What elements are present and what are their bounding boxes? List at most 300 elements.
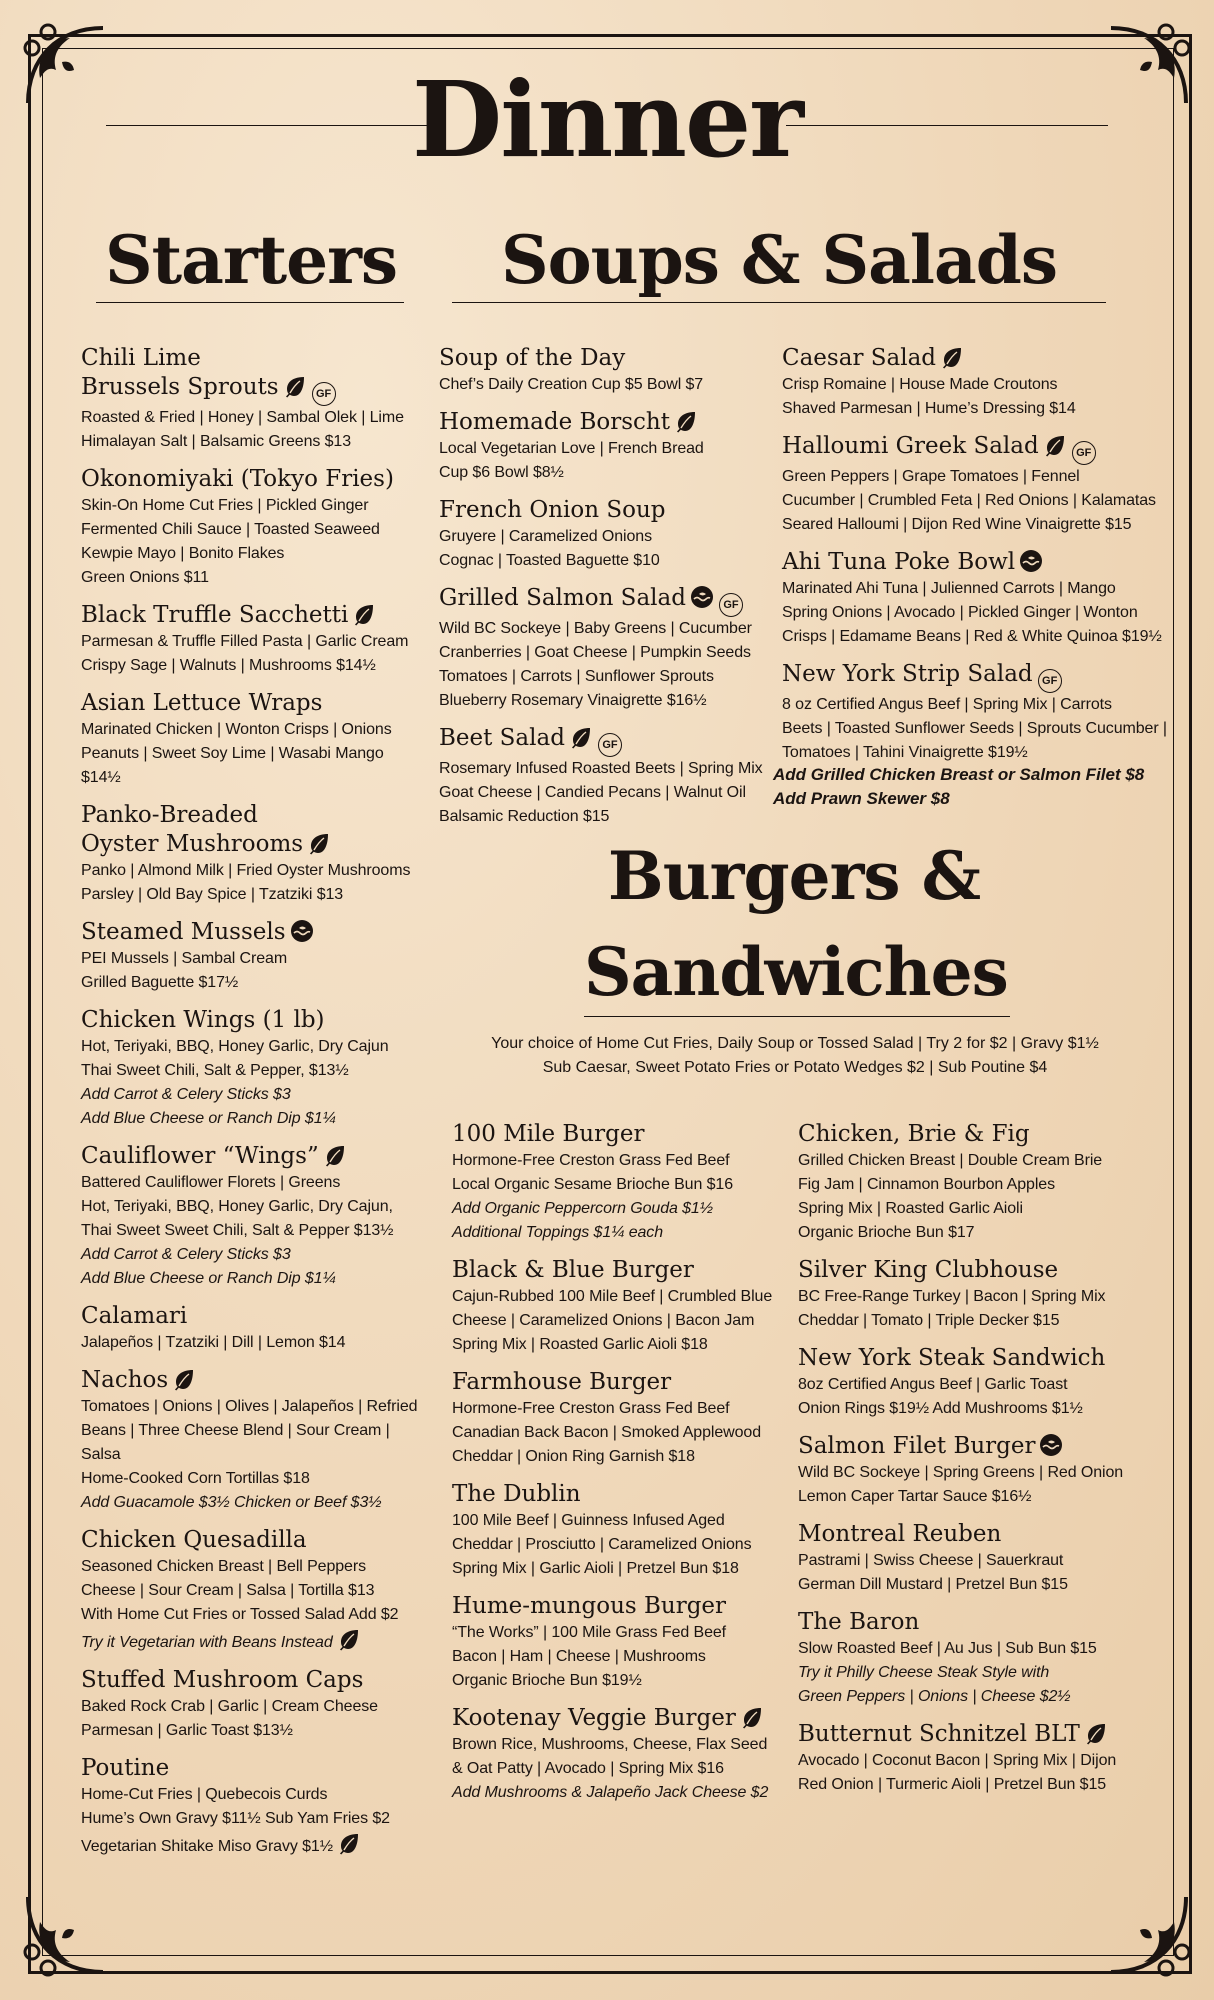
menu-item-name	[81, 344, 421, 406]
description-text: Hume’s Own Gravy $11½ Sub Yam Fries $2	[81, 1810, 390, 1827]
menu-item-description	[798, 1373, 1148, 1421]
description-line	[798, 1373, 1148, 1397]
menu-item	[439, 496, 769, 573]
menu-item	[452, 1256, 782, 1357]
menu-item-description	[452, 1509, 782, 1581]
heading-starters: Starters	[104, 221, 398, 299]
description-line	[81, 1035, 421, 1059]
description-text: German Dill Mustard | Pretzel Bun $15	[798, 1576, 1068, 1593]
menu-item-name-line: Soup of the Day	[439, 345, 626, 371]
description-line	[81, 1719, 421, 1743]
description-line	[452, 1421, 782, 1445]
description-line	[782, 741, 1172, 765]
menu-item-description	[81, 406, 421, 454]
description-line	[798, 1485, 1148, 1509]
menu-item-name-line: Ahi Tuna Poke Bowl	[782, 549, 1016, 575]
description-line	[81, 1467, 421, 1491]
description-line	[452, 1757, 782, 1781]
description-text: Organic Brioche Bun $17	[798, 1224, 975, 1241]
menu-item-name	[798, 1344, 1148, 1373]
description-text: Tomatoes | Carrots | Sunflower Sprouts	[439, 668, 714, 685]
menu-item-name	[81, 1302, 421, 1331]
description-line	[439, 373, 769, 397]
menu-item-name-line: New York Strip Salad	[782, 661, 1033, 687]
seafood-wise-icon	[290, 919, 314, 943]
menu-item-name-line: Hume-mungous Burger	[452, 1593, 727, 1619]
description-text: Cheese | Caramelized Onions | Bacon Jam	[452, 1312, 755, 1329]
menu-item-name-line: Chicken, Brie & Fig	[798, 1121, 1030, 1147]
description-text: Battered Cauliflower Florets | Greens	[81, 1174, 341, 1191]
menu-item	[439, 344, 769, 397]
description-line	[452, 1309, 782, 1333]
menu-item	[81, 918, 421, 995]
description-text: Parmesan | Garlic Toast $13½	[81, 1722, 293, 1739]
description-line	[81, 430, 421, 454]
description-line	[439, 525, 769, 549]
gluten-free-icon: GF	[1038, 669, 1062, 693]
menu-item-name-line: Halloumi Greek Salad	[782, 433, 1039, 459]
menu-item-name	[798, 1720, 1148, 1749]
salad-addon-1: Add Grilled Chicken Breast or Salmon Filet $8	[773, 765, 1145, 784]
description-line	[782, 465, 1172, 489]
description-text: Red Onion | Turmeric Aioli | Pretzel Bun $15	[798, 1776, 1107, 1793]
menu-item	[81, 689, 421, 790]
menu-item-name-line: Silver King Clubhouse	[798, 1257, 1059, 1283]
menu-item-description	[81, 1555, 421, 1655]
vegetarian-leaf-icon	[940, 345, 964, 369]
description-line	[798, 1285, 1148, 1309]
menu-item-name-line: Brussels Sprouts	[81, 374, 279, 400]
description-line	[81, 947, 421, 971]
menu-item-name-line: Farmhouse Burger	[452, 1369, 672, 1395]
menu-item-name-line: Chicken Wings (1 lb)	[81, 1007, 325, 1033]
menu-item	[81, 465, 421, 590]
description-text: Parsley | Old Bay Spice | Tzatziki $13	[81, 886, 344, 903]
description-line	[81, 1807, 421, 1831]
menu-item-name-line: Caesar Salad	[782, 345, 937, 371]
description-text: Crisps | Edamame Beans | Red & White Quinoa $19½	[782, 628, 1162, 645]
menu-item-name	[452, 1368, 782, 1397]
menu-item-name-line: Steamed Mussels	[81, 919, 286, 945]
description-text: Thai Sweet Sweet Chili, Salt & Pepper $13½	[81, 1222, 394, 1239]
description-text: Vegetarian Shitake Miso Gravy $1½	[81, 1838, 333, 1855]
description-line	[81, 1419, 421, 1467]
vegetarian-leaf-icon	[283, 374, 307, 398]
description-line	[81, 1491, 421, 1515]
menu-item-name-line: Chicken Quesadilla	[81, 1527, 307, 1553]
menu-item-name	[439, 408, 769, 437]
description-text: Slow Roasted Beef | Au Jus | Sub Bun $15	[798, 1640, 1097, 1657]
description-line	[81, 518, 421, 542]
description-text: Cognac | Toasted Baguette $10	[439, 552, 660, 569]
menu-item-description	[452, 1149, 782, 1245]
corner-flourish-icon	[1101, 1887, 1196, 1982]
description-text: Cheddar | Onion Ring Garnish $18	[452, 1448, 695, 1465]
description-text: Marinated Chicken | Wonton Crisps | Onions	[81, 721, 392, 738]
description-text: Hot, Teriyaki, BBQ, Honey Garlic, Dry Cajun	[81, 1038, 389, 1055]
description-line	[798, 1573, 1148, 1597]
menu-item-description	[439, 437, 769, 485]
description-text: Cheese | Sour Cream | Salsa | Tortilla $13	[81, 1582, 375, 1599]
menu-item	[439, 724, 769, 829]
description-text: Beets | Toasted Sunflower Seeds | Sprouts Cucumber |	[782, 720, 1167, 737]
description-text: Tomatoes | Tahini Vinaigrette $19½	[782, 744, 1028, 761]
menu-item	[798, 1608, 1148, 1709]
description-text: Beans | Three Cheese Blend | Sour Cream | Salsa	[81, 1422, 390, 1463]
menu-item-description	[81, 1395, 421, 1515]
description-text: Brown Rice, Mushrooms, Cheese, Flax Seed	[452, 1736, 768, 1753]
menu-item-name	[81, 801, 421, 859]
description-text: Goat Cheese | Candied Pecans | Walnut Oil	[439, 784, 746, 801]
menu-item-name-line: Stuffed Mushroom Caps	[81, 1667, 364, 1693]
menu-item-description	[798, 1549, 1148, 1597]
description-line	[782, 601, 1172, 625]
vegetarian-leaf-icon	[1084, 1721, 1108, 1745]
description-line	[782, 717, 1172, 741]
description-line	[439, 781, 769, 805]
description-line	[81, 630, 421, 654]
menu-item-description	[452, 1285, 782, 1357]
description-text: Pastrami | Swiss Cheese | Sauerkraut	[798, 1552, 1064, 1569]
description-line	[81, 742, 421, 790]
seafood-wise-icon	[1019, 549, 1043, 573]
burgers-list-left	[452, 1120, 782, 1816]
description-text: Jalapeños | Tzatziki | Dill | Lemon $14	[81, 1334, 346, 1351]
menu-item	[81, 1366, 421, 1515]
description-text: Grilled Baguette $17½	[81, 974, 239, 991]
description-text: Chef’s Daily Creation Cup $5 Bowl $7	[439, 376, 704, 393]
burger-sides-note	[452, 1032, 1138, 1080]
menu-item-description	[81, 1035, 421, 1131]
description-line	[81, 718, 421, 742]
menu-item-name	[782, 344, 1172, 373]
menu-item	[798, 1120, 1148, 1245]
menu-item-description	[81, 718, 421, 790]
menu-item-description	[798, 1749, 1148, 1797]
description-text: Try it Philly Cheese Steak Style with	[798, 1664, 1050, 1681]
description-line	[798, 1661, 1148, 1685]
description-text: Wild BC Sockeye | Spring Greens | Red Onion	[798, 1464, 1124, 1481]
description-text: Add Carrot & Celery Sticks $3	[81, 1246, 291, 1263]
gluten-free-icon: GF	[598, 733, 622, 757]
description-text: Add Blue Cheese or Ranch Dip $1¼	[81, 1110, 336, 1127]
description-line	[798, 1773, 1148, 1797]
menu-item-name	[452, 1480, 782, 1509]
description-text: Balsamic Reduction $15	[439, 808, 610, 825]
menu-item-name-line: French Onion Soup	[439, 497, 666, 523]
description-text: Try it Vegetarian with Beans Instead	[81, 1634, 333, 1651]
menu-item-name-line: 100 Mile Burger	[452, 1121, 645, 1147]
menu-item-name-line: Nachos	[81, 1367, 169, 1393]
menu-item	[81, 1526, 421, 1655]
description-text: Himalayan Salt | Balsamic Greens $13	[81, 433, 352, 450]
description-line	[81, 1083, 421, 1107]
description-line	[452, 1397, 782, 1421]
description-line	[81, 1831, 421, 1859]
description-text: Avocado | Coconut Bacon | Spring Mix | Dijon	[798, 1752, 1117, 1769]
vegetarian-leaf-icon	[352, 602, 376, 626]
menu-item	[782, 548, 1172, 649]
vegetarian-leaf-icon	[674, 409, 698, 433]
description-text: Hormone-Free Creston Grass Fed Beef	[452, 1400, 730, 1417]
heading-burgers-line1: Burgers &	[607, 837, 981, 915]
soups-salads-list-left	[439, 344, 769, 840]
description-line	[782, 625, 1172, 649]
description-text: Blueberry Rosemary Vinaigrette $16½	[439, 692, 707, 709]
seafood-wise-icon	[690, 585, 714, 609]
menu-item-name	[439, 344, 769, 373]
description-text: Local Vegetarian Love | French Bread	[439, 440, 704, 457]
description-text: Seasoned Chicken Breast | Bell Peppers	[81, 1558, 366, 1575]
menu-item-name	[798, 1608, 1148, 1637]
menu-item	[439, 408, 769, 485]
description-text: Spring Mix | Roasted Garlic Aioli	[798, 1200, 1023, 1217]
menu-item-name	[782, 660, 1172, 693]
menu-item-name-line: Black Truffle Sacchetti	[81, 602, 349, 628]
description-line	[81, 1219, 421, 1243]
description-line	[798, 1221, 1148, 1245]
burger-sides-note-line1: Your choice of Home Cut Fries, Daily Soup or Tossed Salad | Try 2 for $2 | Gravy $1½	[491, 1035, 1099, 1052]
description-line	[452, 1149, 782, 1173]
description-text: Tomatoes | Onions | Olives | Jalapeños | Refried	[81, 1398, 418, 1415]
menu-item-name	[81, 1754, 421, 1783]
gluten-free-icon: GF	[719, 593, 743, 617]
menu-item-name-line: Black & Blue Burger	[452, 1257, 694, 1283]
description-text: Marinated Ahi Tuna | Julienned Carrots | Mango	[782, 580, 1116, 597]
menu-item-name-line: Calamari	[81, 1303, 188, 1329]
description-text: Seared Halloumi | Dijon Red Wine Vinaigrette $15	[782, 516, 1132, 533]
menu-item	[782, 344, 1172, 421]
description-line	[452, 1333, 782, 1357]
description-line	[81, 1627, 421, 1655]
description-text: Add Carrot & Celery Sticks $3	[81, 1086, 291, 1103]
menu-item	[452, 1120, 782, 1245]
description-line	[782, 693, 1172, 717]
description-line	[782, 397, 1172, 421]
description-text: Peanuts | Sweet Soy Lime | Wasabi Mango $14½	[81, 745, 384, 786]
description-line	[81, 1059, 421, 1083]
description-text: Fig Jam | Cinnamon Bourbon Apples	[798, 1176, 1055, 1193]
menu-item-name	[81, 465, 421, 494]
menu-item-name	[452, 1704, 782, 1733]
description-text: Additional Toppings $1¼ each	[452, 1224, 663, 1241]
description-line	[452, 1173, 782, 1197]
description-line	[439, 665, 769, 689]
description-line	[798, 1309, 1148, 1333]
heading-rule-burgers	[584, 1016, 1010, 1017]
description-line	[81, 1195, 421, 1219]
menu-item-description	[439, 617, 769, 713]
menu-item-name	[81, 918, 421, 947]
vegetarian-leaf-icon	[172, 1367, 196, 1391]
vegetarian-leaf-icon	[307, 831, 331, 855]
description-line	[81, 406, 421, 430]
menu-item-description	[798, 1461, 1148, 1509]
description-line	[798, 1685, 1148, 1709]
description-text: Add Blue Cheese or Ranch Dip $1¼	[81, 1270, 336, 1287]
description-text: Skin-On Home Cut Fries | Pickled Ginger	[81, 497, 369, 514]
menu-item	[439, 584, 769, 713]
menu-item-description	[452, 1397, 782, 1469]
description-line	[452, 1221, 782, 1245]
description-line	[452, 1197, 782, 1221]
description-line	[81, 1243, 421, 1267]
description-line	[452, 1445, 782, 1469]
description-line	[439, 437, 769, 461]
vegetarian-leaf-icon	[1043, 433, 1067, 457]
page-title: Dinner	[412, 58, 802, 181]
description-text: Kewpie Mayo | Bonito Flakes	[81, 545, 285, 562]
description-text: Add Guacamole $3½ Chicken or Beef $3½	[81, 1494, 382, 1511]
menu-item	[81, 601, 421, 678]
menu-item-name-line: Beet Salad	[439, 725, 565, 751]
gluten-free-icon: GF	[1072, 441, 1096, 465]
description-text: Baked Rock Crab | Garlic | Cream Cheese	[81, 1698, 378, 1715]
salad-addons	[773, 763, 1173, 811]
description-text: Add Mushrooms & Jalapeño Jack Cheese $2	[452, 1784, 769, 1801]
soups-salads-list-right	[782, 344, 1172, 776]
description-line	[452, 1621, 782, 1645]
description-line	[798, 1173, 1148, 1197]
description-text: Thai Sweet Chili, Salt & Pepper, $13½	[81, 1062, 349, 1079]
menu-item-name	[439, 584, 769, 617]
menu-item	[782, 432, 1172, 537]
description-text: “The Works” | 100 Mile Grass Fed Beef	[452, 1624, 727, 1641]
description-text: With Home Cut Fries or Tossed Salad Add $2	[81, 1606, 399, 1623]
description-text: Onion Rings $19½ Add Mushrooms $1½	[798, 1400, 1083, 1417]
description-line	[81, 1695, 421, 1719]
menu-item-description	[81, 494, 421, 590]
menu-item-name-line: Butternut Schnitzel BLT	[798, 1721, 1080, 1747]
description-line	[81, 971, 421, 995]
description-line	[81, 1107, 421, 1131]
description-text: Fermented Chili Sauce | Toasted Seaweed	[81, 521, 380, 538]
description-text: Spring Onions | Avocado | Pickled Ginger | Wonton	[782, 604, 1138, 621]
description-line	[439, 641, 769, 665]
menu-item-name-line: The Dublin	[452, 1481, 581, 1507]
menu-item	[452, 1368, 782, 1469]
description-text: Organic Brioche Bun $19½	[452, 1672, 642, 1689]
menu-item-name	[81, 1142, 421, 1171]
menu-item-name-line: Panko-Breaded	[81, 802, 258, 828]
menu-item-name	[452, 1256, 782, 1285]
description-text: Spring Mix | Roasted Garlic Aioli $18	[452, 1336, 708, 1353]
description-line	[452, 1781, 782, 1805]
description-line	[439, 461, 769, 485]
menu-item-description	[439, 757, 769, 829]
menu-item	[81, 801, 421, 907]
description-line	[452, 1533, 782, 1557]
description-line	[452, 1509, 782, 1533]
menu-item-description	[782, 577, 1172, 649]
menu-item-description	[81, 1331, 421, 1355]
description-line	[81, 566, 421, 590]
description-text: Hormone-Free Creston Grass Fed Beef	[452, 1152, 730, 1169]
menu-item	[798, 1432, 1148, 1509]
description-line	[81, 883, 421, 907]
description-line	[782, 513, 1172, 537]
description-line	[81, 1603, 421, 1627]
description-text: 8oz Certified Angus Beef | Garlic Toast	[798, 1376, 1068, 1393]
menu-item-name	[81, 601, 421, 630]
description-line	[798, 1637, 1148, 1661]
description-text: BC Free-Range Turkey | Bacon | Spring Mix	[798, 1288, 1106, 1305]
description-text: Cheddar | Tomato | Triple Decker $15	[798, 1312, 1060, 1329]
description-text: Rosemary Infused Roasted Beets | Spring Mix	[439, 760, 763, 777]
description-text: Shaved Parmesan | Hume’s Dressing $14	[782, 400, 1076, 417]
vegetarian-leaf-icon	[740, 1705, 764, 1729]
description-line	[81, 542, 421, 566]
vegetarian-leaf-icon	[337, 1627, 361, 1651]
menu-item-description	[798, 1637, 1148, 1709]
description-line	[439, 757, 769, 781]
menu-item-name-line: Grilled Salmon Salad	[439, 585, 686, 611]
heading-rule-starters	[96, 302, 404, 303]
corner-flourish-icon	[18, 1887, 113, 1982]
menu-item	[81, 1302, 421, 1355]
menu-item	[81, 1754, 421, 1859]
description-text: Green Onions $11	[81, 569, 209, 586]
description-line	[798, 1749, 1148, 1773]
description-line	[439, 689, 769, 713]
description-line	[452, 1669, 782, 1693]
description-line	[782, 373, 1172, 397]
menu-item-description	[81, 1783, 421, 1859]
menu-item-description	[782, 373, 1172, 421]
menu-item-description	[452, 1621, 782, 1693]
menu-item-name	[81, 1666, 421, 1695]
description-line	[452, 1557, 782, 1581]
menu-item-description	[798, 1285, 1148, 1333]
menu-item-name	[782, 548, 1172, 577]
description-line	[452, 1285, 782, 1309]
heading-soups-salads: Soups & Salads	[500, 221, 1058, 299]
description-text: 8 oz Certified Angus Beef | Spring Mix | Carrots	[782, 696, 1112, 713]
description-line	[439, 805, 769, 829]
menu-item-name-line: Poutine	[81, 1755, 170, 1781]
description-line	[81, 1783, 421, 1807]
description-text: Cup $6 Bowl $8½	[439, 464, 564, 481]
menu-item-name	[798, 1256, 1148, 1285]
menu-item	[798, 1344, 1148, 1421]
description-text: Cranberries | Goat Cheese | Pumpkin Seeds	[439, 644, 751, 661]
vegetarian-leaf-icon	[569, 725, 593, 749]
description-text: Roasted & Fried | Honey | Sambal Olek | Lime	[81, 409, 404, 426]
menu-item-name-line: Cauliflower “Wings”	[81, 1143, 319, 1169]
description-line	[81, 1331, 421, 1355]
vegetarian-leaf-icon	[337, 1831, 361, 1855]
description-line	[782, 577, 1172, 601]
description-line	[439, 617, 769, 641]
menu-item-description	[439, 373, 769, 397]
heading-burgers-line2: Sandwiches	[584, 933, 1008, 1011]
description-line	[439, 549, 769, 573]
menu-item-name-line: Okonomiyaki (Tokyo Fries)	[81, 466, 394, 492]
description-line	[782, 489, 1172, 513]
seafood-wise-icon	[1039, 1433, 1063, 1457]
menu-item-name	[798, 1432, 1148, 1461]
heading-rule-soups-salads	[452, 302, 1106, 303]
burger-sides-note-line2: Sub Caesar, Sweet Potato Fries or Potato Wedges $2 | Sub Poutine $4	[542, 1059, 1048, 1076]
description-line	[798, 1549, 1148, 1573]
menu-item-name	[452, 1120, 782, 1149]
menu-item	[81, 1006, 421, 1131]
description-text: Cucumber | Crumbled Feta | Red Onions | Kalamatas	[782, 492, 1156, 509]
description-text: Local Organic Sesame Brioche Bun $16	[452, 1176, 734, 1193]
description-text: Parmesan & Truffle Filled Pasta | Garlic Cream	[81, 633, 409, 650]
menu-item-description	[81, 1171, 421, 1291]
starters-list	[81, 344, 421, 1870]
